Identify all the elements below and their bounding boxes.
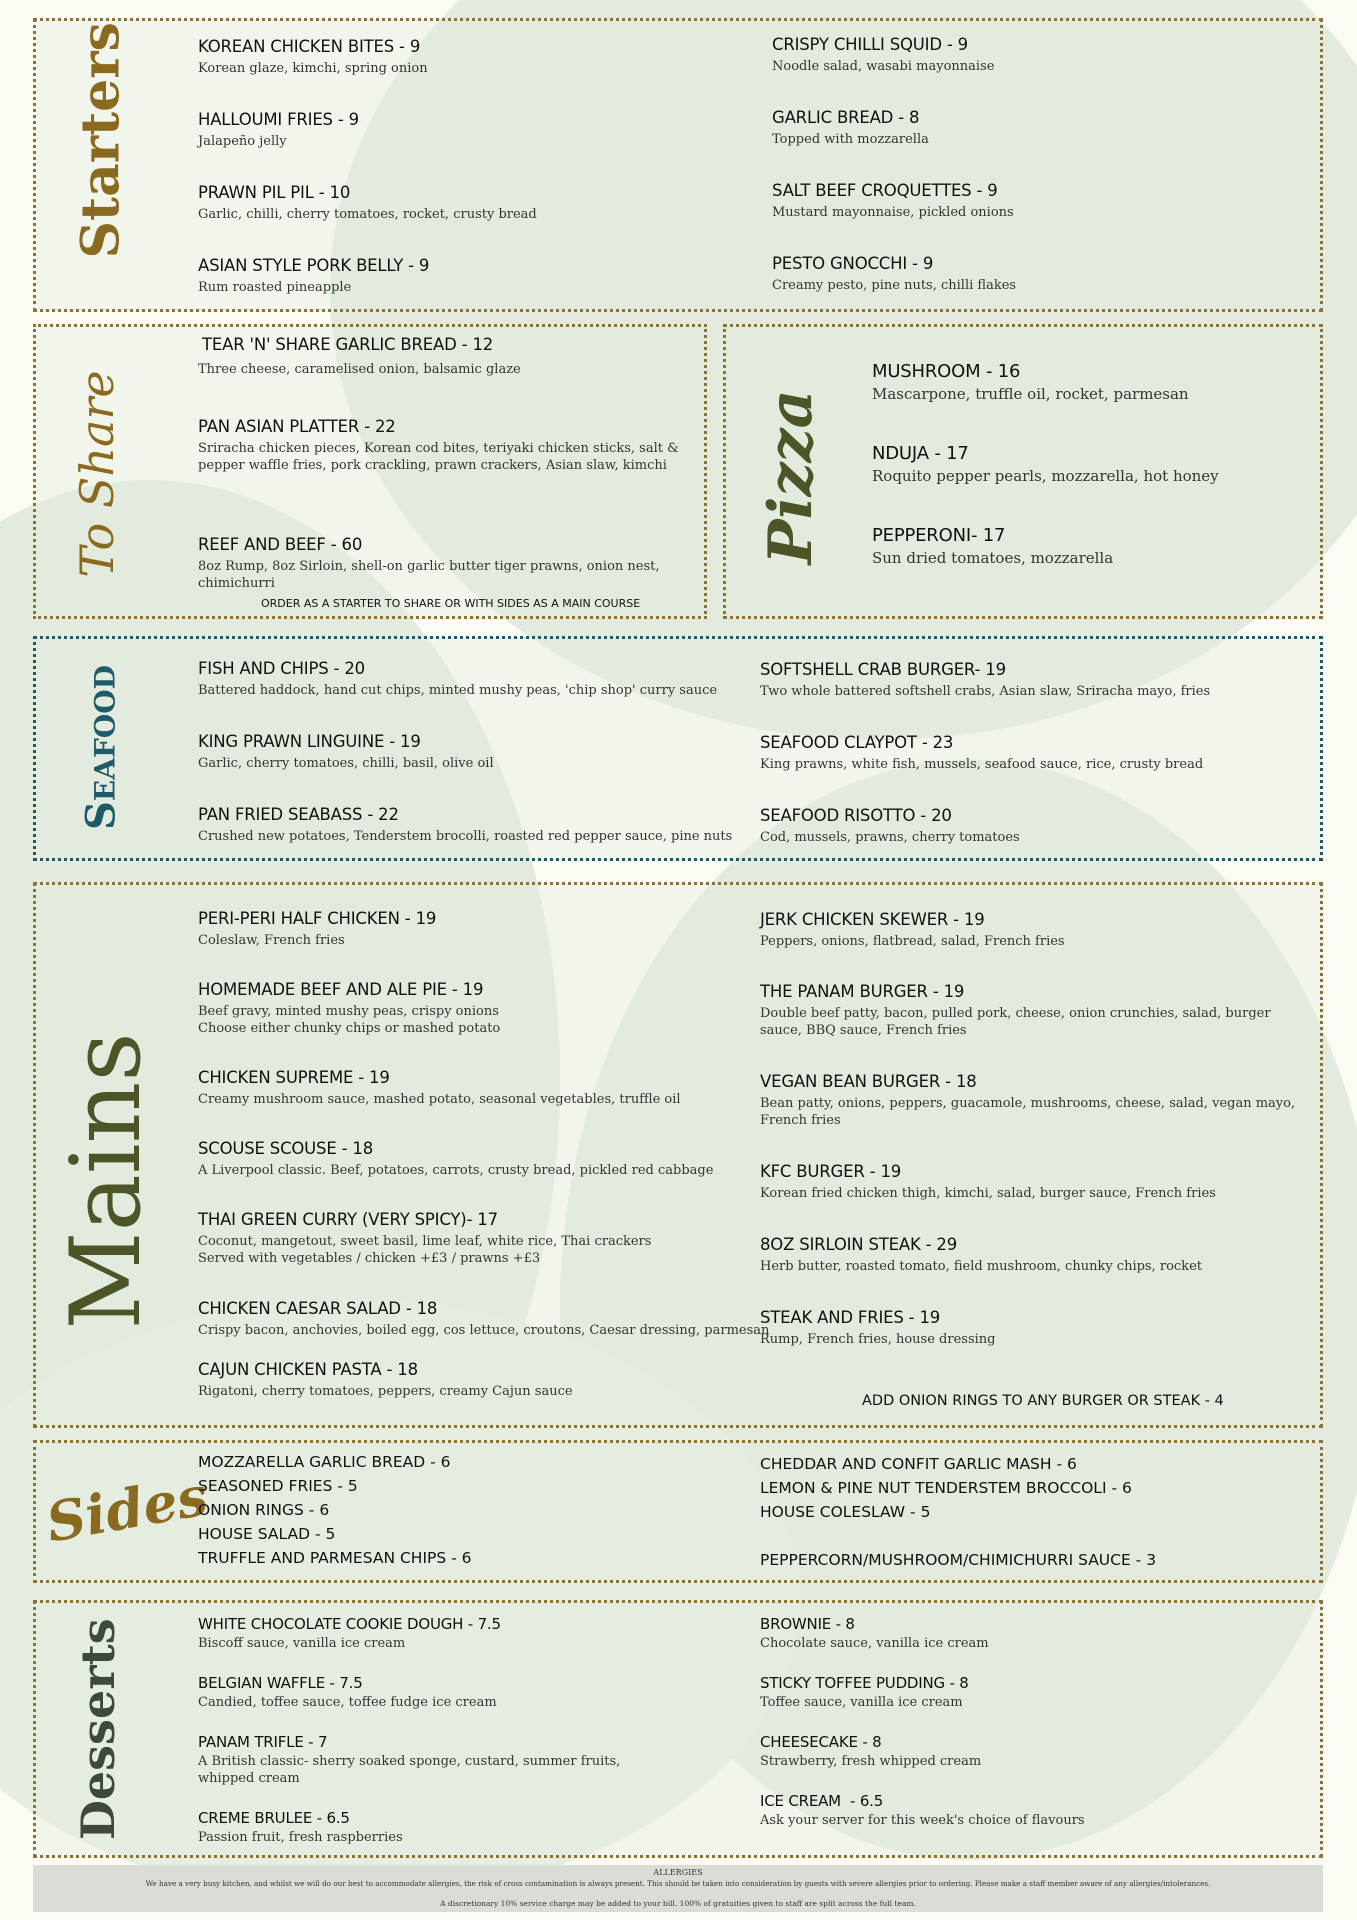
item-description: Creamy mushroom sauce, mashed potato, seasonal vegetables, truffle oil	[198, 1092, 681, 1107]
menu-item	[872, 525, 1302, 567]
mains-note: ADD ONION RINGS TO ANY BURGER OR STEAK - 4	[862, 1393, 1224, 1409]
menu-item	[760, 1162, 1300, 1202]
item-description: 8oz Rump, 8oz Sirloin, shell-on garlic butter tiger prawns, onion nest, chimichurri	[198, 559, 660, 591]
item-description: Biscoff sauce, vanilla ice cream	[198, 1636, 406, 1651]
item-name: HOMEMADE BEEF AND ALE PIE - 19	[198, 980, 484, 999]
item-name: VEGAN BEAN BURGER - 18	[760, 1072, 977, 1091]
item-description: Battered haddock, hand cut chips, minted mushy peas, 'chip shop' curry sauce	[198, 683, 718, 698]
side-item: HOUSE COLESLAW - 5	[760, 1503, 931, 1521]
item-description: Cod, mussels, prawns, cherry tomatoes	[760, 830, 1020, 845]
item-name: FISH AND CHIPS - 20	[198, 659, 365, 678]
menu-item	[198, 980, 768, 1037]
item-description: Two whole battered softshell crabs, Asian slaw, Sriracha mayo, fries	[760, 684, 1211, 699]
item-description: Passion fruit, fresh raspberries	[198, 1830, 403, 1845]
menu-item	[198, 1674, 698, 1711]
item-name: SEAFOOD CLAYPOT - 23	[760, 733, 954, 752]
item-name: MUSHROOM - 16	[872, 361, 1021, 382]
item-name: SCOUSE SCOUSE - 18	[198, 1139, 373, 1158]
allergies-heading: ALLERGIES	[653, 1868, 703, 1877]
item-name: BROWNIE - 8	[760, 1615, 855, 1633]
menu-item	[872, 443, 1302, 485]
menu-item	[202, 335, 682, 354]
item-description: Garlic, cherry tomatoes, chilli, basil, olive oil	[198, 756, 494, 771]
item-description: Ask your server for this week's choice of flavours	[760, 1813, 1085, 1828]
menu-item	[198, 357, 678, 378]
menu-item	[772, 254, 1312, 294]
menu-item	[198, 1299, 778, 1339]
item-description: A Liverpool classic. Beef, potatoes, carrots, crusty bread, pickled red cabbage	[198, 1163, 714, 1178]
item-description: King prawns, white fish, mussels, seafood sauce, rice, crusty bread	[760, 757, 1204, 772]
menu-item	[760, 660, 1300, 700]
item-name: PESTO GNOCCHI - 9	[772, 254, 934, 273]
menu-item	[198, 659, 758, 699]
service-charge-text: A discretionary 10% service charge may be added to your bill. 100% of gratuities given to staff are split across the full team.	[440, 1899, 916, 1908]
item-description: Bean patty, onions, peppers, guacamole, mushrooms, cheese, salad, vegan mayo, French fries	[760, 1096, 1296, 1128]
menu-item	[760, 1733, 1300, 1770]
to-share-section	[33, 324, 707, 619]
item-name: KING PRAWN LINGUINE - 19	[198, 732, 421, 751]
menu-item	[198, 1210, 768, 1267]
item-name: PRAWN PIL PIL - 10	[198, 183, 351, 202]
section-title: Starters	[70, 22, 132, 259]
item-name: REEF AND BEEF - 60	[198, 535, 363, 554]
item-description: Peppers, onions, flatbread, salad, French fries	[760, 934, 1065, 949]
section-title: Seafood	[77, 665, 125, 830]
item-name: PERI-PERI HALF CHICKEN - 19	[198, 909, 437, 928]
item-description: Mustard mayonnaise, pickled onions	[772, 205, 1014, 220]
item-name: CRISPY CHILLI SQUID - 9	[772, 35, 968, 54]
menu-item	[198, 1733, 678, 1787]
item-name: STICKY TOFFEE PUDDING - 8	[760, 1674, 969, 1692]
side-item: ONION RINGS - 6	[198, 1501, 330, 1519]
menu-item	[760, 910, 1300, 950]
menu-item	[198, 183, 758, 223]
side-item: PEPPERCORN/MUSHROOM/CHIMICHURRI SAUCE - 3	[760, 1551, 1157, 1569]
item-name: PAN ASIAN PLATTER - 22	[198, 417, 396, 436]
item-name: HALLOUMI FRIES - 9	[198, 110, 359, 129]
item-description: Strawberry, fresh whipped cream	[760, 1754, 982, 1769]
item-description: Creamy pesto, pine nuts, chilli flakes	[772, 278, 1017, 293]
item-name: STEAK AND FRIES - 19	[760, 1308, 941, 1327]
menu-item	[760, 1072, 1300, 1129]
item-name: 8OZ SIRLOIN STEAK - 29	[760, 1235, 958, 1254]
allergies-text: We have a very busy kitchen, and whilst we will do our best to accommodate allergies, the risk of cross contamination is always present. This should be taken into consideration by guests with severe allergies prior to ordering. Please make a staff member aware of any allergies/intolerances.	[145, 1879, 1211, 1888]
item-description-extra: Served with vegetables / chicken +£3 / prawns +£3	[198, 1251, 541, 1266]
item-description: Rigatoni, cherry tomatoes, peppers, creamy Cajun sauce	[198, 1384, 573, 1399]
menu-item	[198, 1068, 768, 1108]
item-name: THAI GREEN CURRY (VERY SPICY)- 17	[198, 1210, 498, 1229]
section-title: Sides	[41, 1463, 213, 1555]
item-description: Three cheese, caramelised onion, balsamic glaze	[198, 362, 521, 377]
menu-item	[198, 256, 758, 296]
item-description: Jalapeño jelly	[198, 134, 287, 149]
item-description: Coleslaw, French fries	[198, 933, 345, 948]
side-item: HOUSE SALAD - 5	[198, 1525, 336, 1543]
pizza-section	[723, 324, 1323, 619]
menu-item	[198, 805, 768, 845]
item-name: THE PANAM BURGER - 19	[760, 982, 965, 1001]
starters-section	[33, 18, 1323, 312]
side-item: LEMON & PINE NUT TENDERSTEM BROCCOLI - 6	[760, 1479, 1132, 1497]
menu-item	[760, 1235, 1300, 1275]
menu-item	[760, 1615, 1300, 1652]
share-note: ORDER AS A STARTER TO SHARE OR WITH SIDES AS A MAIN COURSE	[261, 597, 641, 610]
item-description: Candied, toffee sauce, toffee fudge ice cream	[198, 1695, 497, 1710]
item-description: Coconut, mangetout, sweet basil, lime leaf, white rice, Thai crackers	[198, 1234, 652, 1249]
item-name: CHICKEN CAESAR SALAD - 18	[198, 1299, 438, 1318]
item-description: Korean glaze, kimchi, spring onion	[198, 61, 428, 76]
section-title: Mains	[50, 1032, 162, 1330]
item-name: SOFTSHELL CRAB BURGER- 19	[760, 660, 1006, 679]
item-name: BELGIAN WAFFLE - 7.5	[198, 1674, 363, 1692]
menu-item	[772, 35, 1312, 75]
item-description: A British classic- sherry soaked sponge, custard, summer fruits, whipped cream	[198, 1754, 621, 1786]
item-name: TEAR 'N' SHARE GARLIC BREAD - 12	[202, 335, 494, 354]
item-name: JERK CHICKEN SKEWER - 19	[760, 910, 985, 929]
item-description: Topped with mozzarella	[772, 132, 929, 147]
item-description: Sriracha chicken pieces, Korean cod bites, teriyaki chicken sticks, salt & pepper waffle fries, pork crackling, prawn crackers, Asian slaw, kimchi	[198, 441, 679, 473]
menu-item	[198, 1139, 768, 1179]
section-title: To Share	[70, 370, 124, 578]
item-name: WHITE CHOCOLATE COOKIE DOUGH - 7.5	[198, 1615, 501, 1633]
seafood-section	[33, 636, 1323, 861]
menu-item	[198, 37, 758, 77]
item-name: GARLIC BREAD - 8	[772, 108, 920, 127]
sides-section	[33, 1440, 1323, 1583]
item-description: Herb butter, roasted tomato, field mushroom, chunky chips, rocket	[760, 1259, 1202, 1274]
section-title: Desserts	[71, 1618, 125, 1840]
item-description: Roquito pepper pearls, mozzarella, hot honey	[872, 467, 1219, 485]
menu-item	[198, 1809, 698, 1846]
menu-item	[772, 108, 1312, 148]
item-description: Chocolate sauce, vanilla ice cream	[760, 1636, 989, 1651]
item-name: SEAFOOD RISOTTO - 20	[760, 806, 952, 825]
menu-item	[198, 732, 758, 772]
menu-item	[760, 982, 1300, 1039]
side-item: CHEDDAR AND CONFIT GARLIC MASH - 6	[760, 1455, 1077, 1473]
section-title: Pizza	[756, 389, 826, 565]
item-name: ASIAN STYLE PORK BELLY - 9	[198, 256, 430, 275]
item-description: Crushed new potatoes, Tenderstem brocolli, roasted red pepper sauce, pine nuts	[198, 829, 733, 844]
item-name: PAN FRIED SEABASS - 22	[198, 805, 399, 824]
item-description: Rum roasted pineapple	[198, 280, 352, 295]
menu-item	[198, 110, 758, 150]
item-description: Double beef patty, bacon, pulled pork, cheese, onion crunchies, salad, burger sauce, BBQ sauce, French fries	[760, 1006, 1271, 1038]
menu-item	[772, 181, 1312, 221]
item-name: CHEESECAKE - 8	[760, 1733, 882, 1751]
item-name: ICE CREAM - 6.5	[760, 1792, 884, 1810]
menu-item	[198, 535, 688, 592]
menu-item	[760, 1308, 1300, 1348]
item-name: PANAM TRIFLE - 7	[198, 1733, 328, 1751]
item-description: Korean fried chicken thigh, kimchi, salad, burger sauce, French fries	[760, 1186, 1216, 1201]
item-description: Toffee sauce, vanilla ice cream	[760, 1695, 963, 1710]
menu-item	[198, 909, 768, 949]
menu-item	[872, 361, 1302, 403]
menu-item	[198, 1360, 768, 1400]
menu-item	[760, 806, 1300, 846]
menu-item	[198, 417, 688, 474]
item-description: Crispy bacon, anchovies, boiled egg, cos lettuce, croutons, Caesar dressing, parmesan	[198, 1323, 770, 1338]
item-description: Beef gravy, minted mushy peas, crispy onions	[198, 1004, 499, 1019]
menu-item	[760, 1674, 1300, 1711]
menu-item	[760, 733, 1300, 773]
item-description: Noodle salad, wasabi mayonnaise	[772, 59, 995, 74]
item-name: PEPPERONI- 17	[872, 525, 1006, 546]
menu-item	[760, 1792, 1300, 1829]
item-name: CREME BRULEE - 6.5	[198, 1809, 350, 1827]
side-item: MOZZARELLA GARLIC BREAD - 6	[198, 1453, 451, 1471]
item-description-extra: Choose either chunky chips or mashed potato	[198, 1021, 501, 1036]
item-name: NDUJA - 17	[872, 443, 969, 464]
item-description: Mascarpone, truffle oil, rocket, parmesan	[872, 385, 1189, 403]
item-name: CAJUN CHICKEN PASTA - 18	[198, 1360, 418, 1379]
menu-item	[198, 1615, 698, 1652]
item-name: KFC BURGER - 19	[760, 1162, 902, 1181]
mains-section	[33, 882, 1323, 1428]
side-item: SEASONED FRIES - 5	[198, 1477, 358, 1495]
allergy-footer	[33, 1865, 1323, 1912]
item-name: CHICKEN SUPREME - 19	[198, 1068, 390, 1087]
desserts-section	[33, 1600, 1323, 1858]
item-name: KOREAN CHICKEN BITES - 9	[198, 37, 421, 56]
item-description: Sun dried tomatoes, mozzarella	[872, 549, 1114, 567]
item-description: Garlic, chilli, cherry tomatoes, rocket, crusty bread	[198, 207, 537, 222]
side-item: TRUFFLE AND PARMESAN CHIPS - 6	[198, 1549, 472, 1567]
item-description: Rump, French fries, house dressing	[760, 1332, 996, 1347]
item-name: SALT BEEF CROQUETTES - 9	[772, 181, 998, 200]
